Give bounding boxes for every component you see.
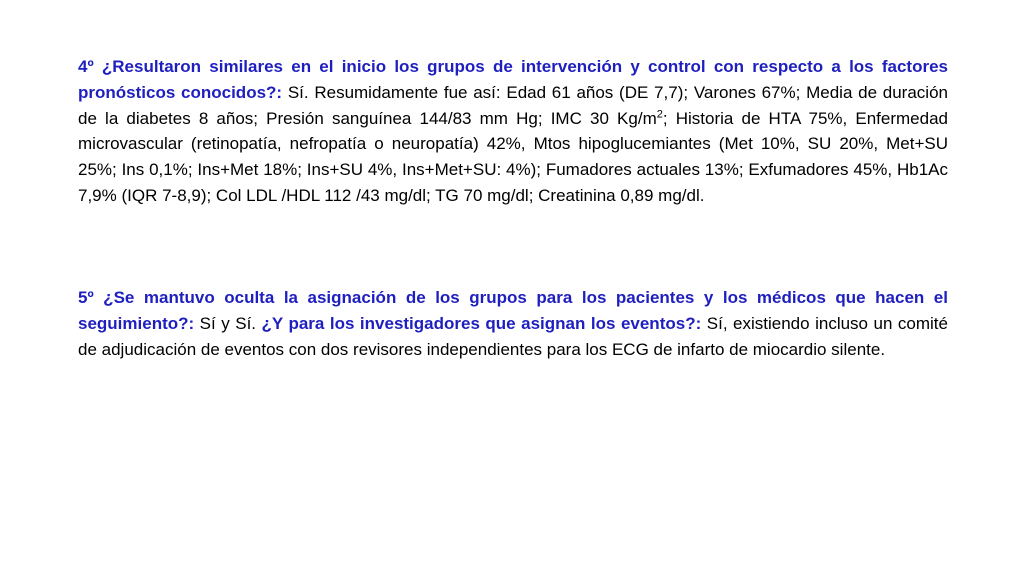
paragraph-4 <box>78 54 948 209</box>
answer-5a: Sí y Sí. <box>194 313 262 333</box>
question-5a: 5º ¿Se mantuvo oculta la asignación de los grupos para los pacientes y los médicos que hacen el seguimiento?: <box>78 288 948 333</box>
answer-5b: Sí, existiendo incluso un comité de adjudicación de eventos con dos revisores independientes para los ECG de infarto de miocardio silente. <box>78 313 948 359</box>
answer-4-part2: ; Historia de HTA 75%, Enfermedad microvascular (retinopatía, nefropatía o neuropatía) 42%, Mtos hipoglucemiantes (Met 10%, SU 20%, Met+SU 25%; Ins 0,1%; Ins+Met 18%; Ins+SU 4%, Ins+Met+SU: 4%); Fumadores actuales 13%; Exfumadores 45%, Hb1Ac 7,9% (IQR 7-8,9); Col LDL /HDL 112 /43 mg/dl; TG 70 mg/dl; Creatinina 0,89 mg/dl. <box>78 108 948 205</box>
paragraph-5 <box>78 285 948 362</box>
answer-4-part1: Sí. Resumidamente fue así: Edad 61 años (DE 7,7); Varones 67%; Media de duración de la diabetes 8 años; Presión sanguínea 144/83 mm Hg; IMC 30 Kg/m <box>78 82 948 128</box>
question-5b: ¿Y para los investigadores que asignan los eventos?: <box>261 313 702 333</box>
superscript-2: 2 <box>656 107 663 120</box>
question-4: 4º ¿Resultaron similares en el inicio los grupos de intervención y control con respecto a los factores pronósticos conocidos?: <box>78 57 948 102</box>
